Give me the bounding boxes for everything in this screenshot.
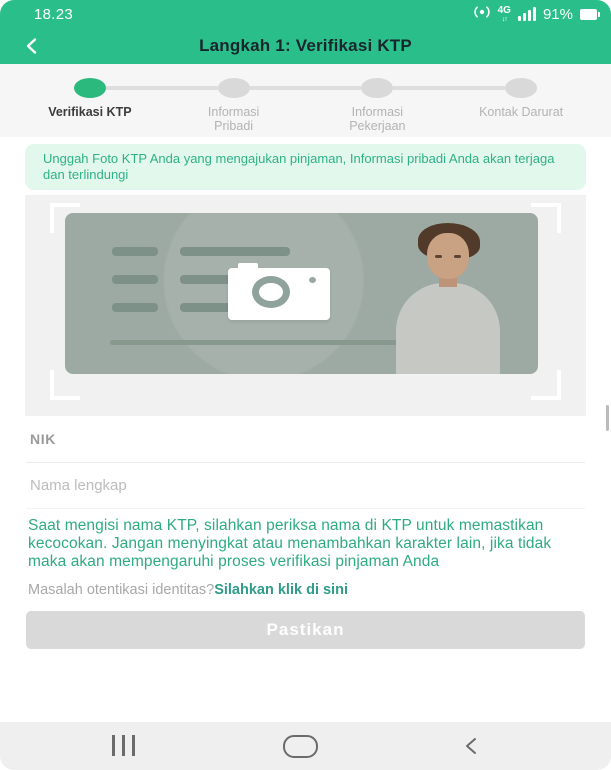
auth-help-link[interactable]: Silahkan klik di sini — [214, 582, 348, 598]
back-icon[interactable] — [460, 735, 482, 757]
step-informasi-pribadi: Informasi Pribadi — [162, 78, 306, 137]
step-dot — [361, 78, 393, 98]
nama-lengkap-input[interactable] — [26, 463, 585, 509]
ktp-form — [0, 416, 611, 649]
mobile-hotspot-icon — [473, 5, 491, 24]
back-chevron-icon — [23, 37, 41, 55]
signal-strength-icon — [518, 7, 536, 21]
scrollbar-thumb[interactable] — [606, 405, 609, 431]
step-dot — [218, 78, 250, 98]
ktp-card-illustration — [65, 213, 538, 374]
frame-corner-icon — [50, 370, 80, 400]
nik-input[interactable] — [26, 416, 585, 463]
auth-question-text: Masalah otentikasi identitas? — [28, 582, 215, 598]
step-connector — [250, 86, 362, 90]
info-banner: Unggah Foto KTP Anda yang mengajukan pinjaman, Informasi pribadi Anda akan terjaga dan terlindungi — [25, 144, 586, 190]
battery-percent: 91% — [542, 5, 573, 23]
step-dot — [505, 78, 537, 98]
step-connector — [393, 86, 505, 90]
battery-icon — [580, 9, 597, 20]
camera-icon — [228, 268, 330, 320]
step-verifikasi-ktp: Verifikasi KTP — [18, 78, 162, 137]
page-title: Langkah 1: Verifikasi KTP — [199, 36, 412, 55]
step-informasi-pekerjaan: Informasi Pekerjaan — [306, 78, 450, 137]
auth-help-row — [26, 582, 585, 598]
recents-icon[interactable] — [112, 735, 135, 756]
back-button[interactable] — [18, 32, 46, 60]
step-dot-active — [74, 78, 106, 98]
4g-data-icon: 4G ↓↑ — [497, 4, 511, 23]
pastikan-button[interactable]: Pastikan — [26, 611, 585, 649]
ktp-photo-upload-area[interactable] — [25, 195, 586, 416]
frame-corner-icon — [531, 370, 561, 400]
stepper — [0, 64, 611, 137]
step-connector — [106, 86, 218, 90]
app-bar — [0, 28, 611, 64]
name-hint-text: Saat mengisi nama KTP, silahkan periksa nama di KTP untuk memastikan kecocokan. Jangan menyingkat atau menambahkan karakter lain, jika tidak maka akan mempengaruhi proses verifikasi pinjaman Anda — [28, 517, 552, 570]
home-icon[interactable] — [283, 735, 318, 758]
step-kontak-darurat: Kontak Darurat — [449, 78, 593, 137]
android-nav-bar — [0, 722, 611, 770]
person-illustration — [390, 221, 510, 374]
clock: 18.23 — [34, 5, 74, 23]
status-bar — [0, 0, 611, 28]
